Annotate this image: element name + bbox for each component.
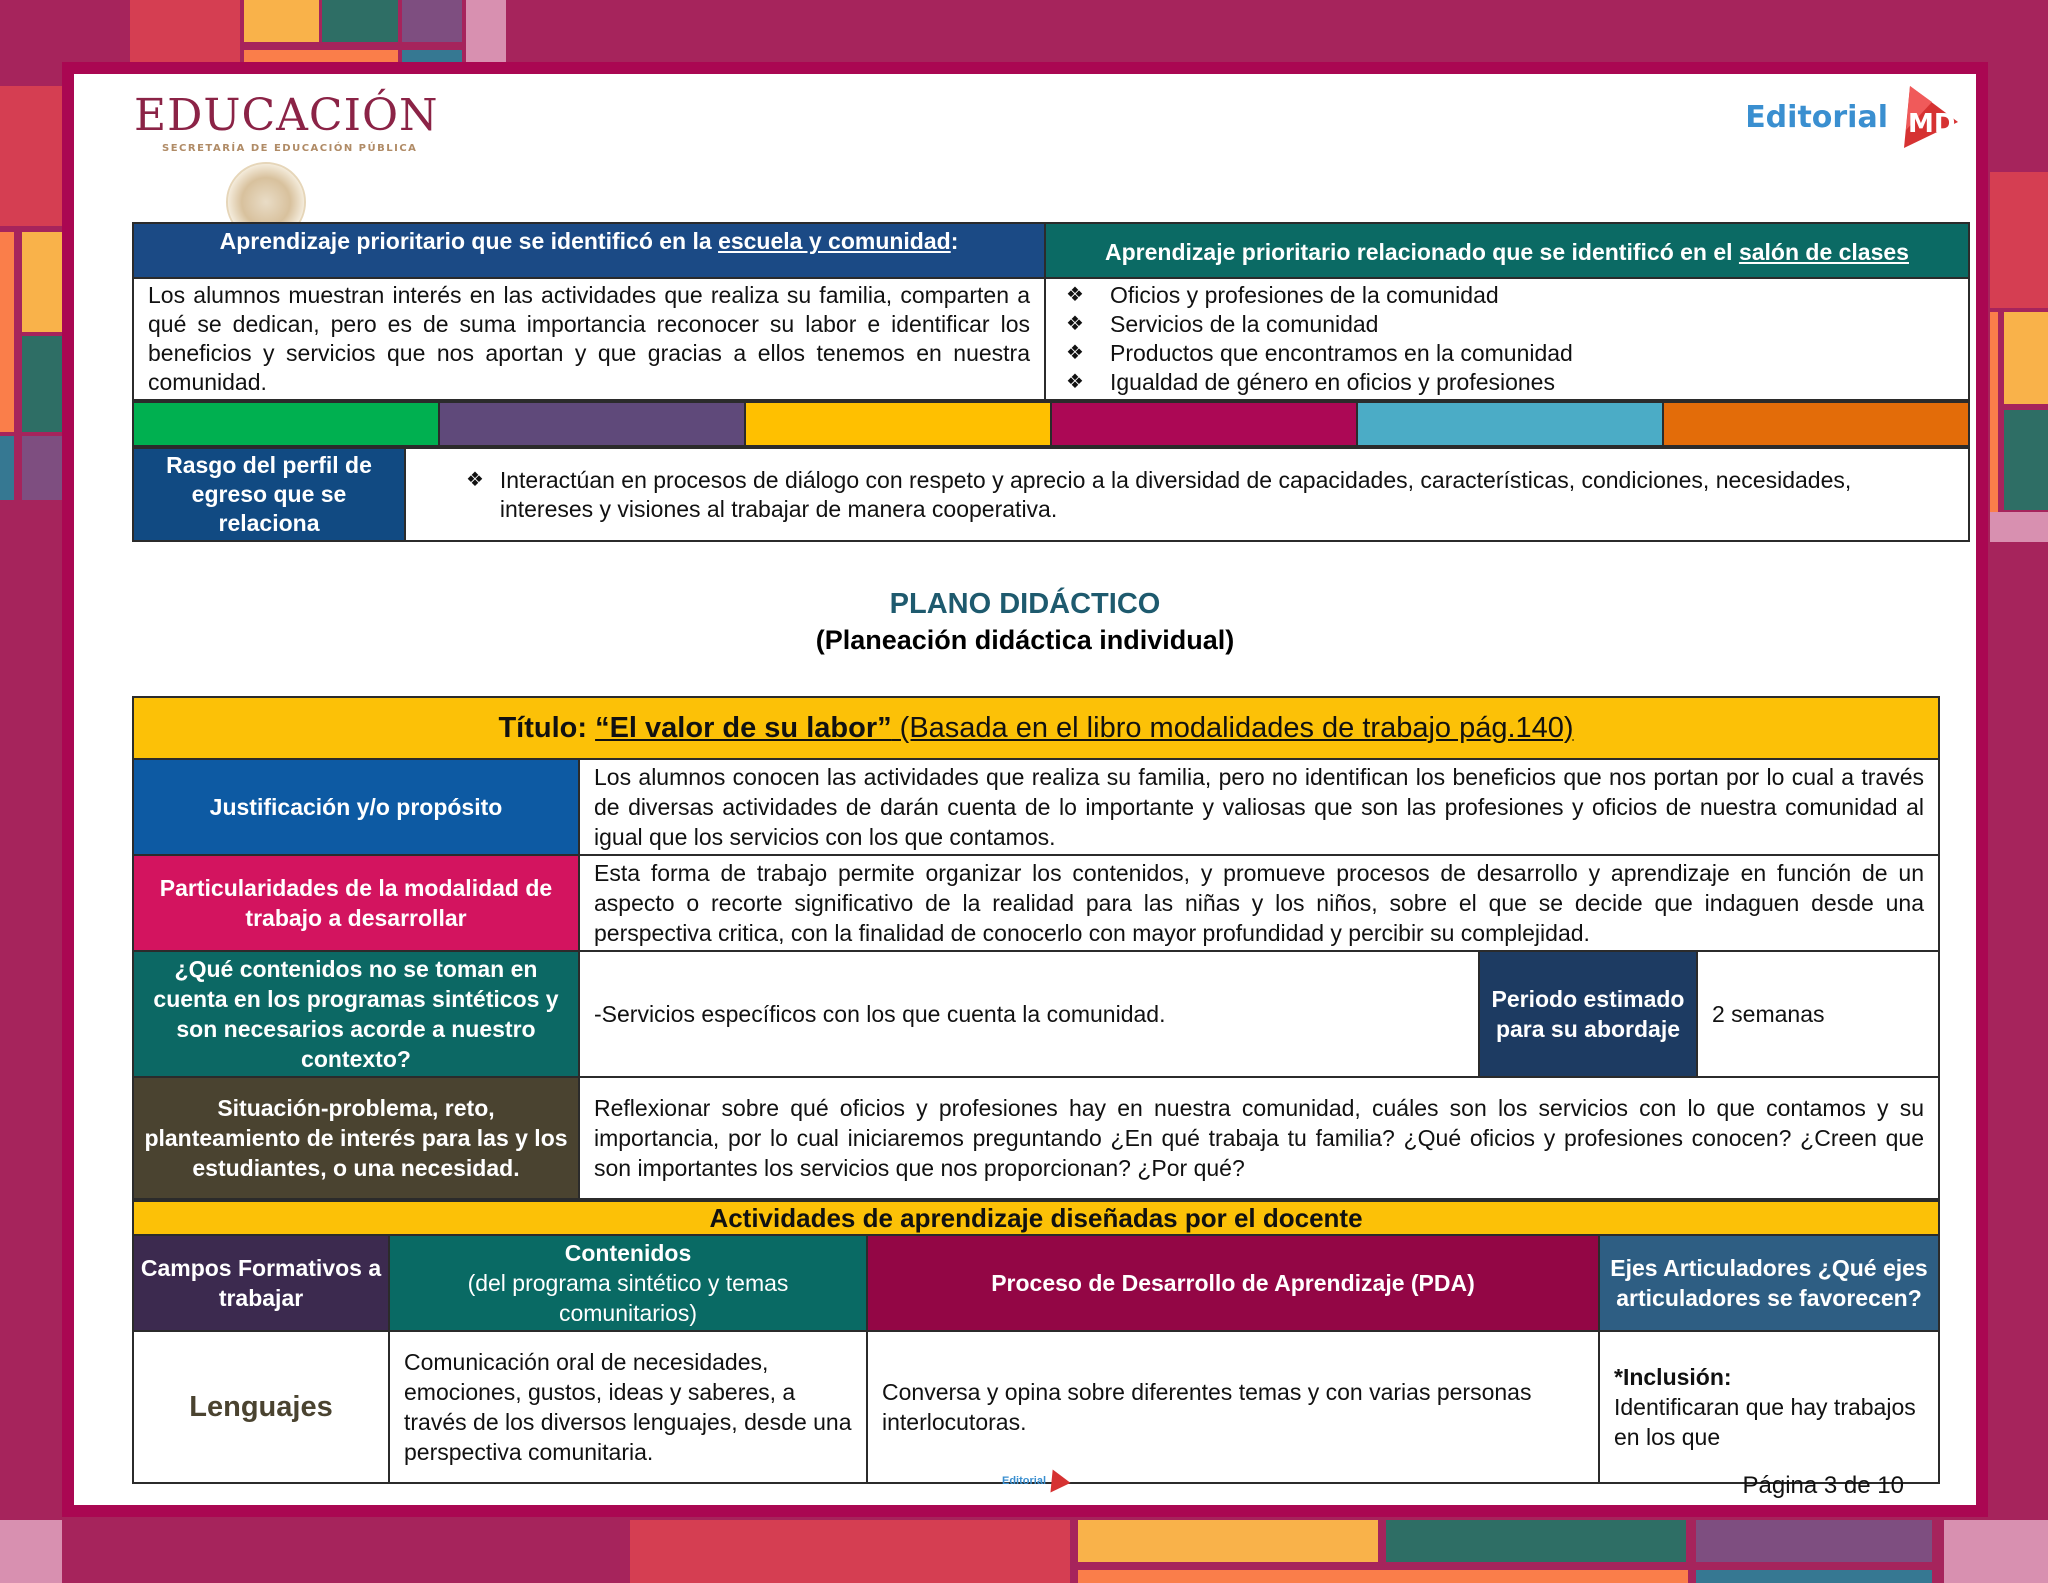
particularidades-label: Particularidades de la modalidad de trabajo a desarrollar <box>133 855 579 951</box>
bg-tile <box>1696 1520 1932 1562</box>
bg-tile <box>1944 1520 2048 1583</box>
list-item-text: Igualdad de género en oficios y profesiones <box>1110 369 1555 395</box>
footer-editorial-logo <box>1002 1468 1072 1494</box>
col-header-subtext: (del programa sintético y temas comunitarios) <box>467 1270 789 1326</box>
header-link-escuela: escuela y comunidad <box>718 228 951 254</box>
plano-didactico-heading <box>74 588 1976 656</box>
svg-text:MD: MD <box>1908 109 1956 139</box>
header-text: Aprendizaje prioritario que se identificó en la <box>219 228 719 254</box>
perfil-egreso-text <box>405 448 1969 541</box>
justificacion-text: Los alumnos conocen las actividades que realiza su familia, pero no identifican los beneficios que nos portan por lo cual a través de diversas actividades de darán cuenta de lo importante y valiosas que son las profesiones y oficios de nuestra comunidad al igual que los servicios con los que contamos. <box>579 759 1939 855</box>
header-text: Aprendizaje prioritario relacionado que se identificó en el <box>1105 239 1739 265</box>
bg-tile <box>1990 172 2048 308</box>
bg-tile <box>630 1520 1070 1583</box>
eje-cell <box>1599 1331 1939 1483</box>
aprendizaje-salon-list <box>1045 278 1969 400</box>
swatch-green <box>133 402 439 446</box>
situacion-problema-text: Reflexionar sobre qué oficios y profesiones hay en nuestra comunidad, cuáles son los servicios con lo que contamos y su importancia, por lo cual iniciaremos preguntando ¿En qué trabaja tu familia? ¿Qué oficios y profesiones conocen? ¿Creen que son importantes los servicios que nos proporcionan? ¿Por qué? <box>579 1077 1939 1199</box>
swatch-magenta <box>1051 402 1357 446</box>
swatch-cyan <box>1357 402 1663 446</box>
bg-tile <box>1990 0 2048 166</box>
contenidos-contexto-label: ¿Qué contenidos no se toman en cuenta en los programas sintéticos y son necesarios acorde a nuestro contexto? <box>133 951 579 1077</box>
bg-tile <box>402 0 462 42</box>
md-triangle-icon <box>1046 1468 1072 1494</box>
perfil-egreso-table <box>132 447 1970 542</box>
col-pda-header <box>867 1235 1599 1331</box>
contenidos-contexto-text: -Servicios específicos con los que cuenta la comunidad. <box>579 951 1479 1077</box>
actividades-table <box>132 1200 1940 1484</box>
sep-logo-subtitle: SECRETARÍA DE EDUCACIÓN PÚBLICA <box>162 143 418 154</box>
col-header-text: Contenidos <box>564 1240 692 1266</box>
titulo-label: Título: <box>498 711 596 744</box>
particularidades-text: Esta forma de trabajo permite organizar los contenidos, y promueve procesos de desarrollo y aprendizaje en función de un aspecto o recorte significativo de la realidad para las niñas y los niños, sobre el que se decide que indaguen desde una perspectiva critica, con la finalidad de conocerlo con mayor profundidad y percibir su complejidad. <box>579 855 1939 951</box>
aprendizaje-escuela-text: Los alumnos muestran interés en las actividades que realiza su familia, comparten a qué se dedican, pero es de suma importancia reconocer su labor e identificar los beneficios y servicios que nos aportan y que gracias a ellos tenemos en nuestra comunidad. <box>133 278 1045 400</box>
list-item <box>1066 310 1948 339</box>
bg-tile <box>2004 410 2048 510</box>
sep-logo-word: EDUCACIÓN <box>134 90 439 141</box>
col-header-text: Ejes Articuladores ¿Qué ejes articuladores se favorecen? <box>1610 1255 1928 1311</box>
list-item-text: Interactúan en procesos de diálogo con respeto y aprecio a la diversidad de capacidades, características, condiciones, necesidades, intereses y visiones al trabajar de manera cooperativa. <box>499 466 1852 522</box>
periodo-value: 2 semanas <box>1697 951 1939 1077</box>
bg-tile <box>1078 1570 1688 1583</box>
aprendizaje-section <box>132 222 1970 542</box>
header-colon: : <box>950 228 959 254</box>
actividades-title: Actividades de aprendizaje diseñadas por el docente <box>133 1201 1939 1235</box>
col-header-text: Campos Formativos a trabajar <box>140 1255 382 1311</box>
color-swatch-bar <box>132 401 1970 447</box>
md-triangle-icon <box>1892 82 1962 152</box>
editorial-logo-text: Editorial <box>1745 99 1888 135</box>
swatch-orange <box>1663 402 1969 446</box>
col-campos-header <box>133 1235 389 1331</box>
diamond-bullet-icon: ❖ <box>1066 371 1084 393</box>
list-item <box>1066 368 1948 397</box>
planeacion-section <box>132 696 1940 1484</box>
swatch-purple <box>439 402 745 446</box>
col-header-text: Proceso de Desarrollo de Aprendizaje (PDA) <box>991 1270 1475 1296</box>
editorial-md-logo <box>1745 82 1962 152</box>
justificacion-label: Justificación y/o propósito <box>133 759 579 855</box>
eje-title: *Inclusión: <box>1614 1364 1732 1390</box>
bg-tile <box>1078 1520 1378 1562</box>
aprendizaje-table <box>132 222 1970 401</box>
list-item-text: Oficios y profesiones de la comunidad <box>1110 282 1499 308</box>
list-item-text: Productos que encontramos en la comunidad <box>1110 340 1573 366</box>
bg-tile <box>244 0 319 42</box>
plano-title: PLANO DIDÁCTICO <box>889 588 1161 620</box>
bg-tile <box>1696 1570 1932 1583</box>
diamond-bullet-icon: ❖ <box>1066 313 1084 335</box>
pda-cell: Conversa y opina sobre diferentes temas y con varias personas interlocutoras. <box>867 1331 1599 1483</box>
aprendizaje-salon-header <box>1045 223 1969 278</box>
list-item <box>466 466 1908 524</box>
titulo-row <box>133 697 1939 759</box>
bg-tile <box>22 436 62 500</box>
bg-tile <box>0 436 14 500</box>
situacion-problema-label: Situación-problema, reto, planteamiento de interés para las y los estudiantes, o una necesidad. <box>133 1077 579 1199</box>
bg-tile <box>1990 312 1998 512</box>
bg-tile <box>22 232 62 332</box>
titulo-note: (Basada en el libro modalidades de trabajo pág.140) <box>891 711 1574 744</box>
campo-lenguajes: Lenguajes <box>133 1331 389 1483</box>
sep-logo <box>134 90 439 242</box>
diamond-bullet-icon: ❖ <box>466 468 484 491</box>
header-link-salon: salón de clases <box>1738 239 1909 265</box>
col-contenidos-header <box>389 1235 867 1331</box>
bg-tile <box>2004 312 2048 404</box>
bg-tile <box>62 1520 622 1583</box>
bg-tile <box>1386 1520 1686 1562</box>
col-ejes-header <box>1599 1235 1939 1331</box>
titulo-value: “El valor de su labor” <box>595 711 892 744</box>
periodo-label: Periodo estimado para su abordaje <box>1479 951 1697 1077</box>
perfil-egreso-label: Rasgo del perfil de egreso que se relaciona <box>133 448 405 541</box>
list-item <box>1066 281 1948 310</box>
list-item-text: Servicios de la comunidad <box>1110 311 1379 337</box>
bg-tile <box>22 336 62 432</box>
planeacion-table <box>132 696 1940 1200</box>
bg-tile <box>322 0 398 42</box>
document-page <box>74 74 1976 1505</box>
bg-tile <box>0 232 14 432</box>
page-frame <box>62 62 1988 1517</box>
footer-logo-text: Editorial <box>1002 1475 1047 1487</box>
list-item <box>1066 339 1948 368</box>
contenido-cell: Comunicación oral de necesidades, emociones, gustos, ideas y saberes, a través de los diversos lenguajes, desde una perspectiva comunitaria. <box>389 1331 867 1483</box>
diamond-bullet-icon: ❖ <box>1066 284 1084 306</box>
table-row <box>133 1331 1939 1483</box>
bg-tile <box>0 86 62 226</box>
eje-text: Identificaran que hay trabajos en los que <box>1614 1394 1916 1450</box>
plano-subtitle: (Planeación didáctica individual) <box>815 625 1235 655</box>
diamond-bullet-icon: ❖ <box>1066 342 1084 364</box>
page-number: Página 3 de 10 <box>1742 1472 1904 1499</box>
bg-tile <box>0 1520 62 1583</box>
aprendizaje-escuela-header <box>133 223 1045 278</box>
bg-tile <box>1990 512 2048 542</box>
swatch-yellow <box>745 402 1051 446</box>
